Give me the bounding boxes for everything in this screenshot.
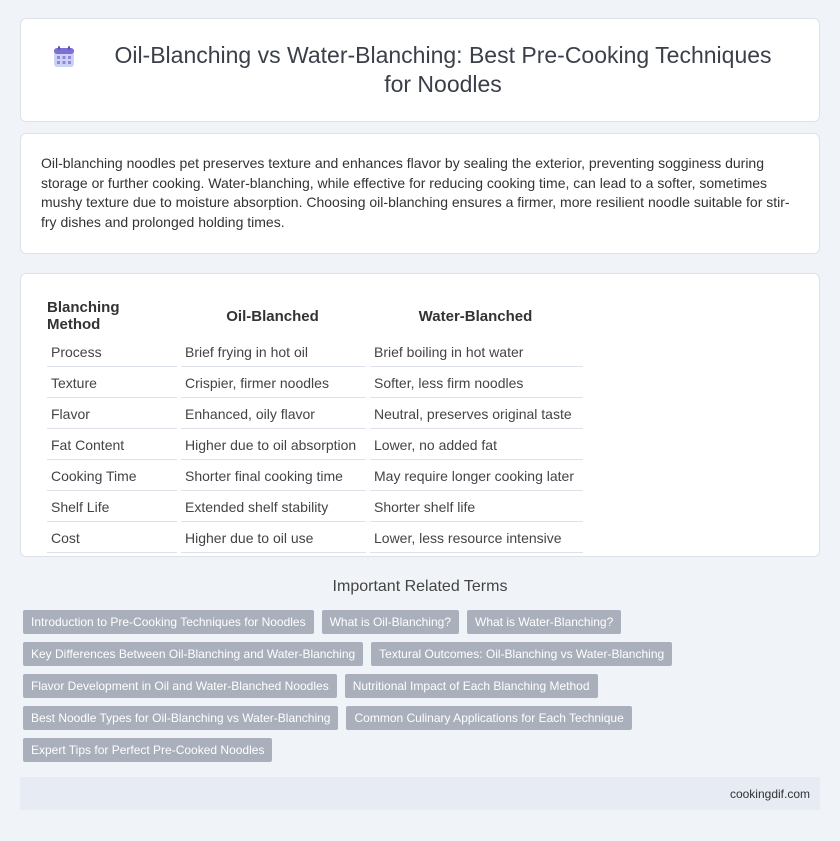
tag-row: [23, 610, 823, 634]
table-header-water: Water-Blanched: [418, 307, 533, 325]
table-cell: Crispier, firmer noodles: [181, 367, 366, 398]
table-cell: Shelf Life: [47, 491, 177, 522]
table-cell: Lower, less resource intensive: [370, 522, 583, 553]
table-cell: Extended shelf stability: [181, 491, 366, 522]
table-row: [47, 398, 583, 429]
calendar-icon: [52, 45, 76, 69]
tag-row: [23, 674, 823, 698]
page-title: Oil-Blanching vs Water-Blanching: Best Pre-Cooking Techniques for Noodles: [114, 42, 772, 97]
table-header-method: Blanching Method: [47, 299, 120, 333]
tag-row: [23, 642, 823, 666]
table-cell: Higher due to oil use: [181, 522, 366, 553]
table-row: [47, 429, 583, 460]
tag-row: [23, 706, 823, 730]
related-terms-tags: [23, 610, 823, 770]
intro-card: [20, 133, 820, 254]
table-cell: Fat Content: [47, 429, 177, 460]
table-row: [47, 522, 583, 553]
table-cell: Shorter shelf life: [370, 491, 583, 522]
header-card: [20, 18, 820, 122]
table-cell: Neutral, preserves original taste: [370, 398, 583, 429]
related-term-link[interactable]: Expert Tips for Perfect Pre-Cooked Noodles: [23, 738, 272, 762]
table-cell: Lower, no added fat: [370, 429, 583, 460]
related-term-link[interactable]: Introduction to Pre-Cooking Techniques for Noodles: [23, 610, 314, 634]
table-cell: Cost: [47, 522, 177, 553]
related-term-link[interactable]: Nutritional Impact of Each Blanching Method: [345, 674, 598, 698]
table-cell: Enhanced, oily flavor: [181, 398, 366, 429]
related-term-link[interactable]: What is Water-Blanching?: [467, 610, 621, 634]
comparison-table: [43, 294, 587, 553]
related-term-link[interactable]: Best Noodle Types for Oil-Blanching vs Water-Blanching: [23, 706, 338, 730]
related-term-link[interactable]: Flavor Development in Oil and Water-Blanched Noodles: [23, 674, 337, 698]
tag-row: [23, 738, 823, 762]
table-row: [47, 336, 583, 367]
table-header-row: [47, 294, 583, 336]
table-header-oil: Oil-Blanched: [226, 307, 319, 325]
related-term-link[interactable]: Textural Outcomes: Oil-Blanching vs Water-Blanching: [371, 642, 672, 666]
table-cell: Shorter final cooking time: [181, 460, 366, 491]
table-cell: May require longer cooking later: [370, 460, 583, 491]
related-term-link[interactable]: What is Oil-Blanching?: [322, 610, 459, 634]
table-cell: Process: [47, 336, 177, 367]
table-cell: Cooking Time: [47, 460, 177, 491]
intro-text: Oil-blanching noodles pet preserves texture and enhances flavor by sealing the exterior, preventing sogginess during storage or further cooking. Water-blanching, while effective for reducing cooking time, can lead to a softer, sometimes mushy texture due to moisture absorption. Choosing oil-blanching ensures a firmer, more resilient noodle suitable for stir-fry dishes and prolonged holding times.: [41, 155, 790, 230]
footer-site-name[interactable]: cookingdif.com: [729, 787, 810, 801]
table-cell: Texture: [47, 367, 177, 398]
table-row: [47, 460, 583, 491]
footer: [20, 777, 820, 810]
related-term-link[interactable]: Key Differences Between Oil-Blanching and Water-Blanching: [23, 642, 363, 666]
table-row: [47, 367, 583, 398]
related-term-link[interactable]: Common Culinary Applications for Each Technique: [346, 706, 631, 730]
table-cell: Higher due to oil absorption: [181, 429, 366, 460]
table-cell: Brief frying in hot oil: [181, 336, 366, 367]
table-cell: Softer, less firm noodles: [370, 367, 583, 398]
table-cell: Brief boiling in hot water: [370, 336, 583, 367]
comparison-table-card: [20, 273, 820, 557]
table-row: [47, 491, 583, 522]
related-terms-title: Important Related Terms: [332, 578, 508, 595]
table-cell: Flavor: [47, 398, 177, 429]
